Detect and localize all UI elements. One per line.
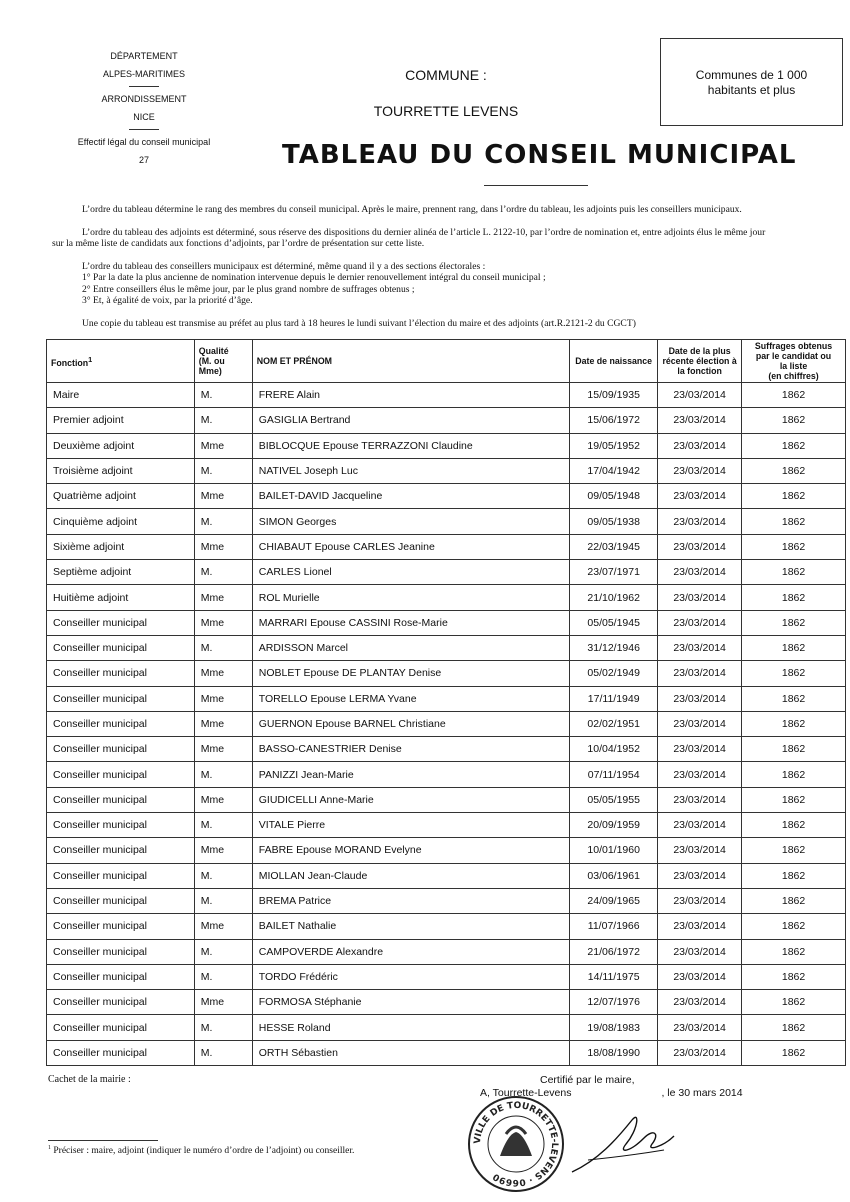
table-row	[47, 838, 846, 863]
cell-nom: FORMOSA Stéphanie	[252, 990, 569, 1015]
cell-qualite: Mme	[194, 711, 252, 736]
cell-naissance: 23/07/1971	[570, 560, 658, 585]
cell-election: 23/03/2014	[658, 914, 742, 939]
header-election: Date de la plus récente élection à la fonction	[658, 340, 742, 383]
cell-fonction: Conseiller municipal	[47, 990, 195, 1015]
cell-naissance: 18/08/1990	[570, 1040, 658, 1065]
cell-naissance: 14/11/1975	[570, 964, 658, 989]
cell-nom: HESSE Roland	[252, 1015, 569, 1040]
commune-label: COMMUNE :	[405, 67, 487, 83]
cell-fonction: Conseiller municipal	[47, 1015, 195, 1040]
header-naissance: Date de naissance	[570, 340, 658, 383]
cell-naissance: 17/04/1942	[570, 458, 658, 483]
cell-nom: MARRARI Epouse CASSINI Rose-Marie	[252, 610, 569, 635]
cell-suffrages: 1862	[742, 964, 846, 989]
cell-nom: CHIABAUT Epouse CARLES Jeanine	[252, 534, 569, 559]
cell-election: 23/03/2014	[658, 863, 742, 888]
table-row	[47, 585, 846, 610]
cell-suffrages: 1862	[742, 737, 846, 762]
paragraph-3	[52, 261, 822, 307]
cell-naissance: 19/08/1983	[570, 1015, 658, 1040]
cell-nom: TORDO Frédéric	[252, 964, 569, 989]
cell-suffrages: 1862	[742, 610, 846, 635]
cell-suffrages: 1862	[742, 914, 846, 939]
cell-qualite: Mme	[194, 661, 252, 686]
cell-election: 23/03/2014	[658, 534, 742, 559]
cell-election: 23/03/2014	[658, 484, 742, 509]
table-row	[47, 1040, 846, 1065]
cell-nom: BASSO-CANESTRIER Denise	[252, 737, 569, 762]
cell-nom: BREMA Patrice	[252, 888, 569, 913]
cell-qualite: M.	[194, 762, 252, 787]
cell-fonction: Conseiller municipal	[47, 888, 195, 913]
paragraph-3-line-3: 2° Entre conseillers élus le même jour, par le plus grand nombre de suffrages obtenus ;	[82, 283, 415, 295]
cell-nom: GUERNON Epouse BARNEL Christiane	[252, 711, 569, 736]
table-row	[47, 787, 846, 812]
cell-nom: ROL Murielle	[252, 585, 569, 610]
cell-election: 23/03/2014	[658, 408, 742, 433]
table-row	[47, 383, 846, 408]
table-row	[47, 408, 846, 433]
page-title: TABLEAU DU CONSEIL MUNICIPAL	[282, 140, 797, 170]
cell-naissance: 15/09/1935	[570, 383, 658, 408]
cell-fonction: Conseiller municipal	[47, 661, 195, 686]
table-row	[47, 863, 846, 888]
instructions	[52, 204, 822, 340]
table-row	[47, 661, 846, 686]
cell-qualite: M.	[194, 560, 252, 585]
council-table	[46, 339, 846, 1066]
cell-naissance: 21/10/1962	[570, 585, 658, 610]
effectif-value: 27	[138, 155, 149, 165]
paragraph-3-line-4: 3° Et, à égalité de voix, par la priorité d’âge.	[82, 295, 253, 306]
cell-qualite: Mme	[194, 838, 252, 863]
cell-fonction: Conseiller municipal	[47, 964, 195, 989]
cell-nom: FABRE Epouse MORAND Evelyne	[252, 838, 569, 863]
table-row	[47, 686, 846, 711]
table-row	[47, 610, 846, 635]
date-signature: , le 30 mars 2014	[661, 1087, 743, 1099]
cell-suffrages: 1862	[742, 585, 846, 610]
cell-nom: SIMON Georges	[252, 509, 569, 534]
table-row	[47, 737, 846, 762]
cell-naissance: 03/06/1961	[570, 863, 658, 888]
cell-naissance: 19/05/1952	[570, 433, 658, 458]
table-row	[47, 509, 846, 534]
population-line-1: Communes de 1 000	[695, 68, 808, 82]
cell-naissance: 11/07/1966	[570, 914, 658, 939]
cell-naissance: 20/09/1959	[570, 813, 658, 838]
table-row	[47, 813, 846, 838]
cell-election: 23/03/2014	[658, 838, 742, 863]
cell-suffrages: 1862	[742, 813, 846, 838]
cell-election: 23/03/2014	[658, 762, 742, 787]
cell-fonction: Conseiller municipal	[47, 863, 195, 888]
cell-naissance: 24/09/1965	[570, 888, 658, 913]
cell-suffrages: 1862	[742, 990, 846, 1015]
table-header-row	[47, 340, 846, 383]
cell-qualite: Mme	[194, 534, 252, 559]
paragraph-1: L’ordre du tableau détermine le rang des membres du conseil municipal. Après le maire, prennent rang, dans l’ordre du tableau, les adjoints puis les conseillers municipaux.	[82, 204, 742, 215]
table-row	[47, 433, 846, 458]
cell-naissance: 17/11/1949	[570, 686, 658, 711]
cell-suffrages: 1862	[742, 635, 846, 660]
cell-election: 23/03/2014	[658, 990, 742, 1015]
cell-fonction: Conseiller municipal	[47, 635, 195, 660]
cell-election: 23/03/2014	[658, 509, 742, 534]
cell-qualite: M.	[194, 1040, 252, 1065]
cell-suffrages: 1862	[742, 433, 846, 458]
cell-qualite: M.	[194, 1015, 252, 1040]
divider	[129, 86, 159, 87]
cell-qualite: Mme	[194, 787, 252, 812]
cell-election: 23/03/2014	[658, 888, 742, 913]
cell-nom: FRERE Alain	[252, 383, 569, 408]
table-row	[47, 914, 846, 939]
cell-qualite: M.	[194, 964, 252, 989]
cell-election: 23/03/2014	[658, 686, 742, 711]
cell-suffrages: 1862	[742, 762, 846, 787]
cell-naissance: 07/11/1954	[570, 762, 658, 787]
cell-suffrages: 1862	[742, 838, 846, 863]
cell-qualite: Mme	[194, 585, 252, 610]
cell-naissance: 12/07/1976	[570, 990, 658, 1015]
cell-election: 23/03/2014	[658, 964, 742, 989]
cell-nom: CAMPOVERDE Alexandre	[252, 939, 569, 964]
departement-label: DÉPARTEMENT	[110, 51, 178, 61]
header-qualite: Qualité (M. ou Mme)	[194, 340, 252, 383]
cell-election: 23/03/2014	[658, 737, 742, 762]
title-underline	[484, 185, 588, 186]
cell-fonction: Quatrième adjoint	[47, 484, 195, 509]
cell-fonction: Conseiller municipal	[47, 762, 195, 787]
cell-qualite: M.	[194, 509, 252, 534]
cell-suffrages: 1862	[742, 484, 846, 509]
table-row	[47, 560, 846, 585]
paragraph-3-line-2: 1° Par la date la plus ancienne de nomination intervenue depuis le dernier renouvellement intégral du conseil municipal ;	[82, 272, 546, 283]
cell-naissance: 21/06/1972	[570, 939, 658, 964]
departement: ALPES-MARITIMES	[102, 69, 185, 79]
cell-nom: PANIZZI Jean-Marie	[252, 762, 569, 787]
cell-suffrages: 1862	[742, 458, 846, 483]
cell-election: 23/03/2014	[658, 787, 742, 812]
cell-suffrages: 1862	[742, 686, 846, 711]
cell-qualite: Mme	[194, 737, 252, 762]
cell-qualite: Mme	[194, 484, 252, 509]
table-row	[47, 711, 846, 736]
cell-nom: MIOLLAN Jean-Claude	[252, 863, 569, 888]
cell-suffrages: 1862	[742, 560, 846, 585]
cell-nom: ORTH Sébastien	[252, 1040, 569, 1065]
cell-naissance: 05/02/1949	[570, 661, 658, 686]
cell-nom: VITALE Pierre	[252, 813, 569, 838]
population-line-2: habitants et plus	[707, 83, 796, 97]
cell-qualite: M.	[194, 888, 252, 913]
cell-election: 23/03/2014	[658, 813, 742, 838]
cell-election: 23/03/2014	[658, 433, 742, 458]
cell-qualite: M.	[194, 939, 252, 964]
cell-nom: CARLES Lionel	[252, 560, 569, 585]
cell-election: 23/03/2014	[658, 458, 742, 483]
cell-election: 23/03/2014	[658, 585, 742, 610]
cell-election: 23/03/2014	[658, 560, 742, 585]
paragraph-2	[52, 227, 822, 250]
cell-qualite: M.	[194, 408, 252, 433]
cell-suffrages: 1862	[742, 408, 846, 433]
cell-fonction: Deuxième adjoint	[47, 433, 195, 458]
cell-suffrages: 1862	[742, 509, 846, 534]
population-box	[660, 38, 843, 126]
cell-naissance: 15/06/1972	[570, 408, 658, 433]
cell-fonction: Conseiller municipal	[47, 737, 195, 762]
cell-qualite: Mme	[194, 433, 252, 458]
cell-election: 23/03/2014	[658, 635, 742, 660]
lieu: A, Tourrette-Levens	[480, 1087, 572, 1099]
cell-fonction: Maire	[47, 383, 195, 408]
paragraph-2-line-1: L’ordre du tableau des adjoints est déterminé, sous réserve des dispositions du dernier alinéa de l’article L. 2122-10, par l’ordre de nomination et, entre adjoints élus le même jour	[82, 226, 766, 238]
cell-nom: BAILET Nathalie	[252, 914, 569, 939]
cell-fonction: Conseiller municipal	[47, 939, 195, 964]
arrondissement-label: ARRONDISSEMENT	[101, 94, 187, 104]
table-row	[47, 964, 846, 989]
cell-fonction: Cinquième adjoint	[47, 509, 195, 534]
table-row	[47, 534, 846, 559]
cell-naissance: 22/03/1945	[570, 534, 658, 559]
cell-qualite: M.	[194, 383, 252, 408]
header-suffrages: Suffrages obtenus par le candidat ou la liste (en chiffres)	[742, 340, 846, 383]
cell-qualite: M.	[194, 863, 252, 888]
town-seal-stamp	[466, 1094, 566, 1194]
table-row	[47, 990, 846, 1015]
table-row	[47, 635, 846, 660]
cell-qualite: Mme	[194, 914, 252, 939]
cell-qualite: Mme	[194, 686, 252, 711]
cell-suffrages: 1862	[742, 787, 846, 812]
cell-naissance: 31/12/1946	[570, 635, 658, 660]
footnote-ref: 1	[88, 354, 93, 364]
cell-suffrages: 1862	[742, 1015, 846, 1040]
cell-nom: GIUDICELLI Anne-Marie	[252, 787, 569, 812]
cell-fonction: Sixième adjoint	[47, 534, 195, 559]
table-row	[47, 1015, 846, 1040]
footnote: $^1$ Préciser : maire, adjoint (indiquer le numéro d’ordre de l’adjoint) ou conseiller.	[48, 1145, 355, 1157]
cell-fonction: Huitième adjoint	[47, 585, 195, 610]
cell-suffrages: 1862	[742, 863, 846, 888]
mayor-signature	[568, 1100, 678, 1180]
cell-election: 23/03/2014	[658, 383, 742, 408]
cell-nom: NOBLET Epouse DE PLANTAY Denise	[252, 661, 569, 686]
cell-nom: TORELLO Epouse LERMA Yvane	[252, 686, 569, 711]
table-row	[47, 458, 846, 483]
header-fonction: Fonction$^1$	[47, 340, 195, 383]
svg-text:VILLE DE TOURRETTE-LEVENS · 06: VILLE DE TOURRETTE-LEVENS · 06690	[472, 1100, 560, 1188]
cell-qualite: Mme	[194, 990, 252, 1015]
table-row	[47, 888, 846, 913]
cell-fonction: Conseiller municipal	[47, 686, 195, 711]
cell-qualite: M.	[194, 458, 252, 483]
table-row	[47, 484, 846, 509]
cell-suffrages: 1862	[742, 888, 846, 913]
cachet-label: Cachet de la mairie :	[48, 1074, 131, 1085]
cell-nom: NATIVEL Joseph Luc	[252, 458, 569, 483]
cell-nom: BIBLOCQUE Epouse TERRAZZONI Claudine	[252, 433, 569, 458]
cell-qualite: Mme	[194, 610, 252, 635]
effectif-label: Effectif légal du conseil municipal	[77, 137, 211, 147]
header-left	[44, 50, 244, 166]
cell-nom: BAILET-DAVID Jacqueline	[252, 484, 569, 509]
paragraph-2-line-2: sur la même liste de candidats aux fonctions d’adjoints, par l’ordre de présentation sur cette liste.	[52, 238, 425, 249]
arrondissement: NICE	[133, 112, 155, 122]
cell-suffrages: 1862	[742, 711, 846, 736]
cell-election: 23/03/2014	[658, 661, 742, 686]
cell-fonction: Conseiller municipal	[47, 787, 195, 812]
cell-naissance: 09/05/1948	[570, 484, 658, 509]
footnote-divider	[48, 1140, 158, 1141]
cell-suffrages: 1862	[742, 1040, 846, 1065]
paragraph-4: Une copie du tableau est transmise au préfet au plus tard à 18 heures le lundi suivant l’élection du maire et des adjoints (art.R.2121-2 du CGCT)	[82, 317, 636, 329]
cell-suffrages: 1862	[742, 383, 846, 408]
cell-fonction: Septième adjoint	[47, 560, 195, 585]
table-row	[47, 939, 846, 964]
cell-suffrages: 1862	[742, 534, 846, 559]
cell-naissance: 05/05/1955	[570, 787, 658, 812]
cell-election: 23/03/2014	[658, 939, 742, 964]
paragraph-3-line-1: L’ordre du tableau des conseillers municipaux est déterminé, même quand il y a des sections électorales :	[82, 260, 486, 272]
divider	[129, 129, 159, 130]
cell-naissance: 02/02/1951	[570, 711, 658, 736]
cell-naissance: 09/05/1938	[570, 509, 658, 534]
cell-fonction: Premier adjoint	[47, 408, 195, 433]
cell-election: 23/03/2014	[658, 1015, 742, 1040]
header-nom: NOM ET PRÉNOM	[252, 340, 569, 383]
cell-nom: GASIGLIA Bertrand	[252, 408, 569, 433]
cell-fonction: Conseiller municipal	[47, 838, 195, 863]
cell-election: 23/03/2014	[658, 711, 742, 736]
cell-naissance: 10/01/1960	[570, 838, 658, 863]
cell-qualite: M.	[194, 813, 252, 838]
cell-election: 23/03/2014	[658, 1040, 742, 1065]
cell-fonction: Conseiller municipal	[47, 610, 195, 635]
cell-suffrages: 1862	[742, 661, 846, 686]
cell-naissance: 10/04/1952	[570, 737, 658, 762]
cell-nom: ARDISSON Marcel	[252, 635, 569, 660]
certifie-label: Certifié par le maire,	[540, 1074, 635, 1086]
cell-qualite: M.	[194, 635, 252, 660]
cell-election: 23/03/2014	[658, 610, 742, 635]
commune-name: TOURRETTE LEVENS	[373, 103, 519, 119]
cell-fonction: Conseiller municipal	[47, 914, 195, 939]
cell-fonction: Conseiller municipal	[47, 1040, 195, 1065]
commune-block	[336, 66, 556, 120]
cell-suffrages: 1862	[742, 939, 846, 964]
cell-fonction: Troisième adjoint	[47, 458, 195, 483]
cell-fonction: Conseiller municipal	[47, 711, 195, 736]
table-row	[47, 762, 846, 787]
cell-naissance: 05/05/1945	[570, 610, 658, 635]
cell-fonction: Conseiller municipal	[47, 813, 195, 838]
